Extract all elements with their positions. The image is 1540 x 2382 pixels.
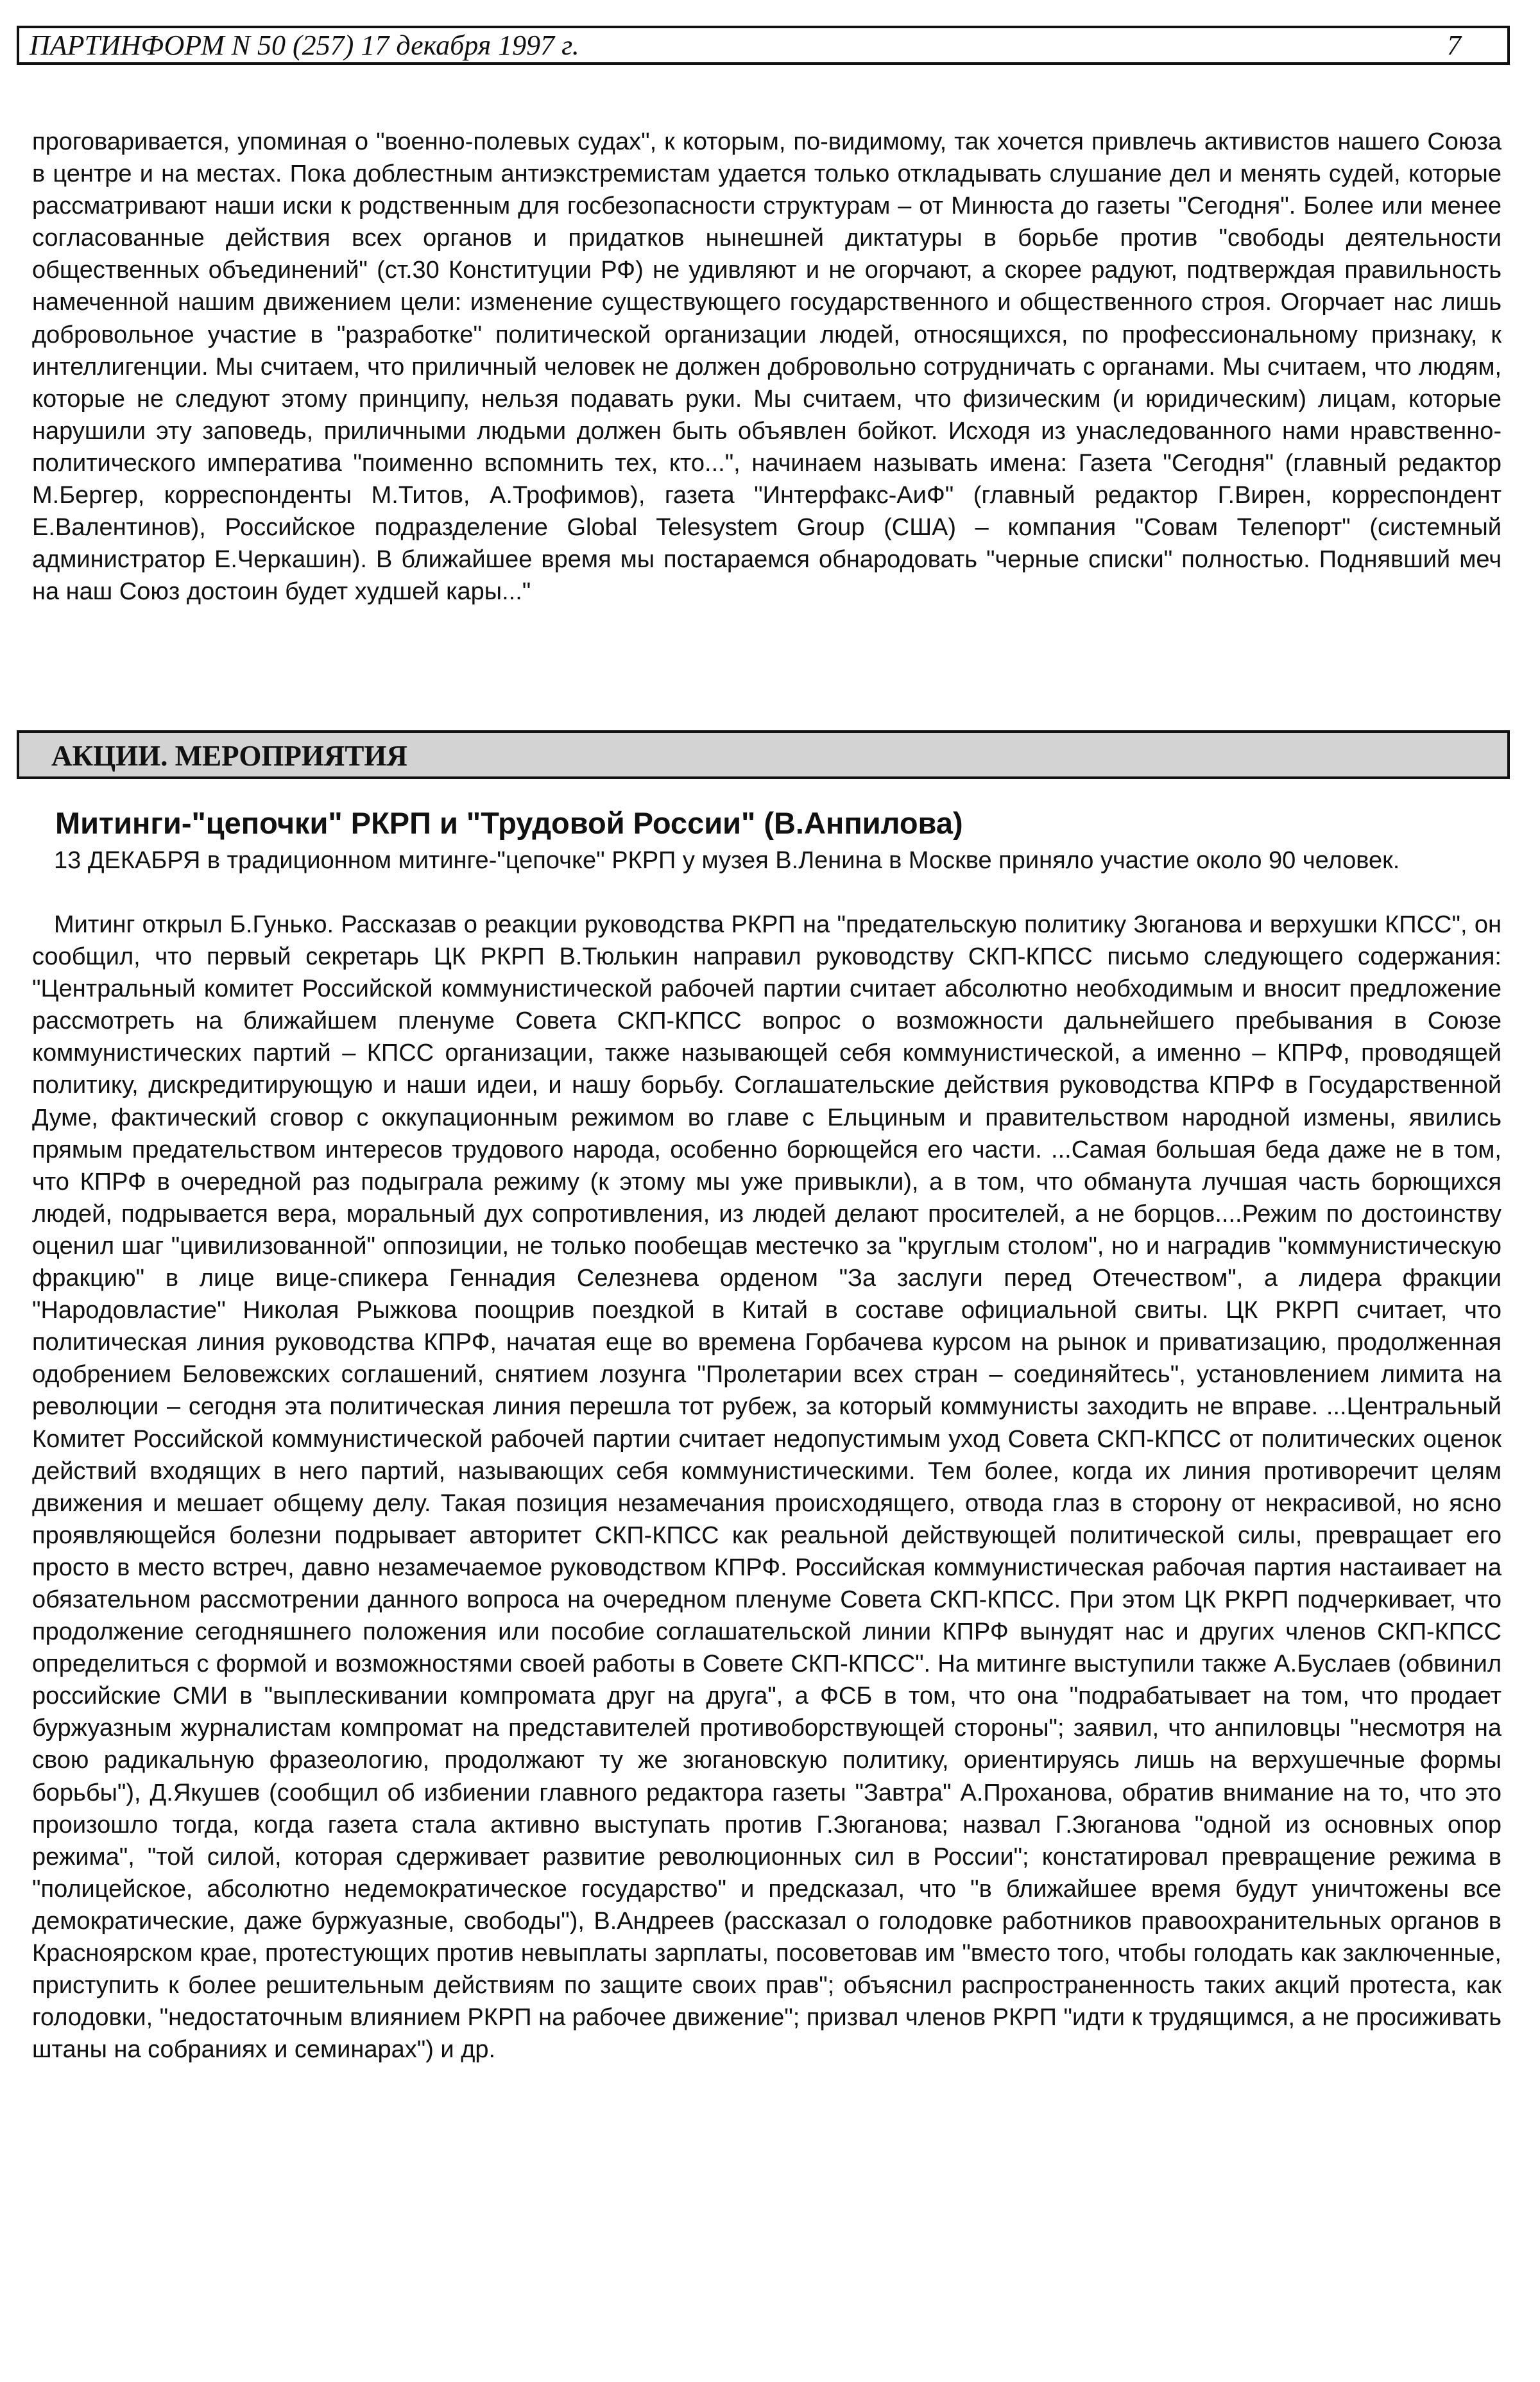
page-number: 7 [1447, 30, 1461, 61]
article-paragraph-body: Митинг открыл Б.Гунько. Рассказав о реакции руководства РКРП на "предательскую политику Зюганова и верхушки КПСС", он сообщил, что первый секретарь ЦК РКРП В.Тюлькин направил руководству СКП-КПСС письмо следующего содержания: "Центральный комитет Российской коммунистической рабочей партии считает абсолютно необходимым и вносит предложение рассмотреть на ближайшем пленуме Совета СКП-КПСС вопрос о возможности дальнейшего пребывания в Союзе коммунистических партий – КПСС организации, также называющей себя коммунистической, а именно – КПРФ, проводящей политику, дискредитирующую и наши идеи, и нашу борьбу. Соглашательские действия руководства КПРФ в Государственной Думе, фактический сговор с оккупационным режимом во главе с Ельциным и правительством народной измены, явились прямым предательством интересов трудового народа, особенно борющейся его части. ...Самая большая беда даже не в том, что КПРФ в очередной раз подыграла режиму (к этому мы уже привыкли), а в том, что обманута лучшая часть борющихся людей, подрывается вера, моральный дух сопротивления, из людей делают просителей, а не борцов....Режим по достоинству оценил шаг "цивилизованной" оппозиции, не только пообещав местечко за "круглым столом", но и наградив "коммунистическую фракцию" в лице вице-спикера Геннадия Селезнева орденом "За заслуги перед Отечеством", а лидера фракции "Народовластие" Николая Рыжкова поощрив поездкой в Китай в составе официальной свиты. ЦК РКРП считает, что политическая линия руководства КПРФ, начатая еще во времена Горбачева курсом на рынок и приватизацию, продолженная одобрением Беловежских соглашений, снятием лозунга "Пролетарии всех стран – соединяйтесь", установлением лимита на революции – сегодня эта политическая линия перешла тот рубеж, за который коммунисты заходить не вправе. ...Центральный Комитет Российской коммунистической рабочей партии считает недопустимым уход Совета СКП-КПСС от политических оценок действий входящих в него партий, называющих себя коммунистическими. Тем более, когда их линия противоречит целям движения и мешает общему делу. Такая позиция незамечания происходящего, отвода глаз в сторону от некрасивой, но ясно проявляющейся болезни подрывает авторитет СКП-КПСС как реальной действующей политической силы, превращает его просто в место встреч, давно незамечаемое руководством КПРФ. Российская коммунистическая рабочая партия настаивает на обязательном рассмотрении данного вопроса на очередном пленуме Совета СКП-КПСС. При этом ЦК РКРП подчеркивает, что продолжение сегодняшнего положения или пособие соглашательской линии КПРФ вынудят нас и других членов СКП-КПСС определиться с формой и возможностями своей работы в Совете СКП-КПСС". На митинге выступили также А.Буслаев (обвинил российские СМИ в "выплескивании компромата друг на друга", а ФСБ в том, что она "подрабатывает на том, что продает буржуазным журналистам компромат на представителей противоборствующей стороны"; заявил, что анпиловцы "несмотря на свою радикальную фразеологию, продолжают ту же зюгановскую политику, ориентируясь лишь на верхушечные формы борьбы"), Д.Якушев (сообщил об избиении главного редактора газеты "Завтра" А.Проханова, обратив внимание на то, что это произошло тогда, когда газета стала активно выступать против Г.Зюганова; назвал Г.Зюганова "одной из основных опор режима", "той силой, которая сдерживает развитие революционных сил в России"; констатировал превращение режима в "полицейское, абсолютно недемократическое государство" и предсказал, что "в ближайшее время будут уничтожены все демократические, даже буржуазные, свободы"), В.Андреев (рассказал о голодовке работников правоохранительных органов в Красноярском крае, протестующих против невыплаты зарплаты, посоветовав им "вместо того, чтобы голодать как заключенные, приступить к более решительным действиям по защите своих прав"; объяснил распространенность таких акций протеста, как голодовки, "недостаточным влиянием РКРП на рабочее движение"; призвал членов РКРП "идти к трудящимся, а не просиживать штаны на собраниях и семинарах") и др. [32, 911, 1502, 2064]
page-header [17, 26, 1510, 65]
continuation-paragraph: проговаривается, упоминая о "военно-полевых судах", к которым, по-видимому, так хочется привлечь активистов нашего Союза в центре и на местах. Пока доблестным антиэкстремистам удается только откладывать слушание дел и менять судей, которые рассматривают наши иски к родственным для госбезопасности структурам – от Минюста до газеты "Сегодня". Более или менее согласованные действия всех органов и придатков нынешней диктатуры в борьбе против "свободы деятельности общественных объединений" (ст.30 Конституции РФ) не удивляют и не огорчают, а скорее радуют, подтверждая правильность намеченной нашим движением цели: изменение существующего государственного и общественного строя. Огорчает нас лишь добровольное участие в "разработке" политической организации людей, относящихся, по профессиональному признаку, к интеллигенции. Мы считаем, что приличный человек не должен добровольно сотрудничать с органами. Мы считаем, что людям, которые не следуют этому принципу, нельзя подавать руки. Мы считаем, что физическим (и юридическим) лицам, которые нарушили эту заповедь, приличными людьми должен быть объявлен бойкот. Исходя из унаследованного нами нравственно-политического императива "поименно вспомнить тех, кто...", начинаем называть имена: Газета "Сегодня" (главный редактор М.Бергер, корреспонденты М.Титов, А.Трофимов), газета "Интерфакс-АиФ" (главный редактор Г.Вирен, корреспондент Е.Валентинов), Российское подразделение Global Telesystem Group (США) – компания "Совам Телепорт" (системный администратор Е.Черкашин). В ближайшее время мы постараемся обнародовать "черные списки" полностью. Поднявший меч на наш Союз достоин будет худшей кары..." [32, 128, 1502, 606]
article-paragraph-lead: 13 ДЕКАБРЯ в традиционном митинге-"цепочке" РКРП у музея В.Ленина в Москве приняло участие около 90 человек. [54, 847, 1400, 874]
section-heading-bar [17, 730, 1510, 779]
header-title: ПАРТИНФОРМ N 50 (257) 17 декабря 1997 г. [30, 30, 579, 61]
section-title: АКЦИИ. МЕРОПРИЯТИЯ [51, 740, 407, 772]
article-title: Митинги-"цепочки" РКРП и "Трудовой России" (В.Анпилова) [55, 806, 963, 840]
